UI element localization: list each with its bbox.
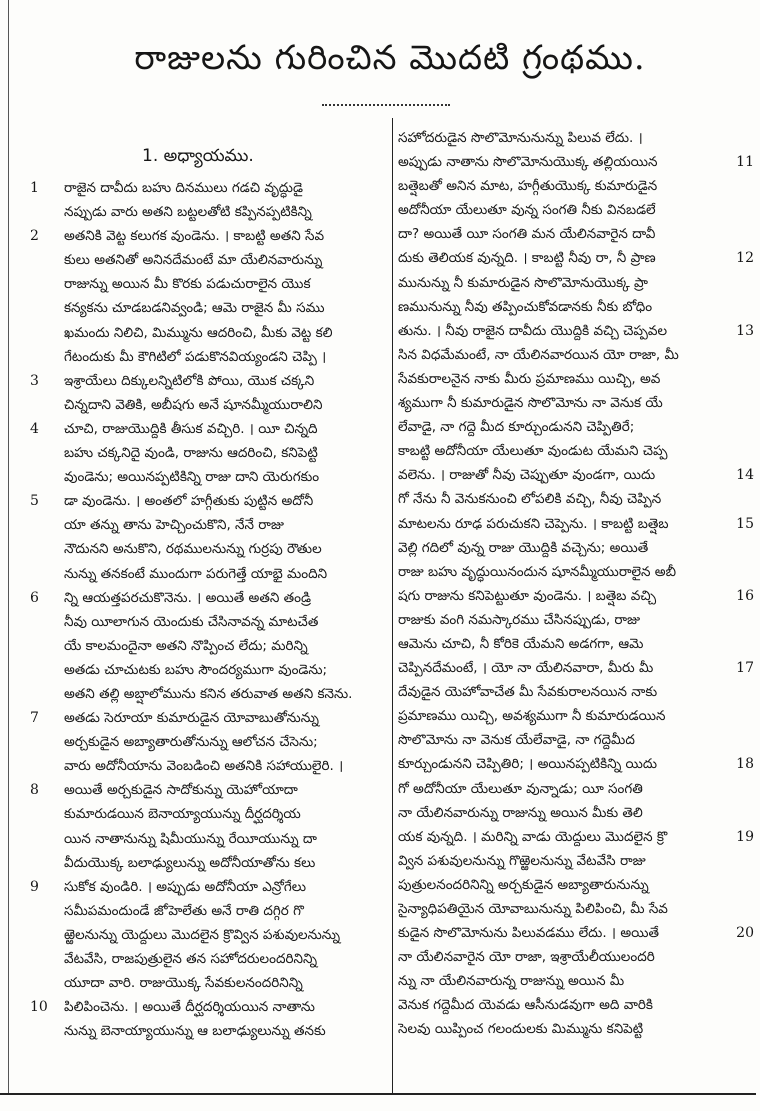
page-left-border [8,0,9,1095]
right-column-line [398,271,754,295]
verse-text: ఱ్ఱెలనున్ను యెద్దులు మొదలైన క్రొవ్విన పశువులనున్ను [64,926,341,943]
left-column-line [30,562,390,586]
verse-text: కన్యకను చూడబడనివ్వండి; ఆమె రాజైన మీ సము [64,300,325,317]
verse-text: సమీపమందుండే జోహెలేతు అనే రాతి దగ్గిర గొ [64,902,304,919]
verse-number: 14 [736,467,754,484]
right-column-line [398,439,754,463]
right-column-line [398,343,754,367]
left-column-line [30,417,390,441]
verse-text: సెలవు యిప్పించ గలందులకు మిమ్మును కనిపెట్టి [398,1021,644,1038]
verse-number: 11 [736,154,754,171]
verse-text: న్ను నా యేలినవారున్న రాజున్ను అయిన మీ [398,973,625,990]
verse-text: చూచి, రాజుయొద్దికి తీసుక వచ్చిరి. । యీ చిన్నది [64,420,318,437]
verse-text: శ్యముగా నీ కుమారుడైన సొలొమోను నా వెనుక యే [398,395,663,412]
verse-text: మాటలను రూఢ పరుచుకని చెప్పెను. । కాబట్టి బత్షెబ [398,515,669,532]
verse-text: అతనికి వెట్ట కలుగక వుండెను. । కాబట్టి అతని సేవ [64,228,325,245]
left-column-line [30,875,390,899]
verse-number: 10 [30,999,48,1016]
verse-number: 5 [30,493,39,510]
verse-number: 3 [30,372,39,389]
left-column-line [30,730,390,754]
left-column-line [30,586,390,610]
verse-text: మునున్ను నీ కుమారుడైన సొలొమోనుయొక్క ప్రా [398,274,648,291]
verse-text: యే కాలమందైనా అతని నొప్పించ లేదు; మరిన్ని [64,637,308,654]
verse-text: సిన విధమేమంటే, నా యేలినవారయిన యో రాజా, మీ [398,346,679,363]
left-column-line [30,296,390,320]
verse-text: నౌదునని అనుకొని, రథములనున్ను గుర్రపు రౌతుల [64,541,322,558]
left-column-line [30,827,390,851]
verse-text: అయితే అర్చకుడైన సాదోకున్ను యెహోయాదా [64,782,298,799]
verse-text: సేవకురాలనైన నాకు మీరు ప్రమాణము యిచ్చి, అవ [398,370,661,387]
verse-number: 4 [30,420,39,437]
verse-number: 7 [30,710,39,727]
right-column-line [398,777,754,801]
verse-text: యిన నాతానున్ను షిమీయున్ను రేయీయున్ను దా [64,830,317,847]
verse-text: సహోదరుడైన సొలొమోనునున్ను పిలువ లేదు. । [398,130,643,146]
right-column-line [398,849,754,873]
right-column-line [398,993,754,1017]
verse-number: 13 [736,322,754,339]
verse-text: డా వుండెను. । అంతలో హగ్గీతుకు పుట్టిన అదోనీ [64,493,314,510]
verse-text: కుమారుడయిన బెనాయ్యాయున్ను దీర్ఘదర్శియ [64,806,301,823]
verse-text: తును. । నీవు రాజైన దావీదు యొద్దికి వచ్చి చెప్పవల [398,322,668,339]
verse-text: అప్పుడు నాతాను సొలొమోనుయొక్క తల్లియయిన [398,154,658,171]
left-column-line [30,610,390,634]
verse-text: నా యేలినవారున్ను రాజున్ను అయిన మీకు తెలి [398,804,643,821]
verse-text: నప్పుడు వారు అతని బట్టలతోటి కప్పినప్పటికిన్ని [64,204,312,221]
verse-number: 1 [30,180,39,196]
verse-text: నీవు యీలాగున యెందుకు చేసినావన్న మాటచేత [64,613,319,630]
verse-text: కుడైన సొలొమోనును పిలువడము లేదు. । అయితే [398,925,659,942]
verse-text: గో అదోనీయా యేలుతూ వున్నాడు; యీ సంగతి [398,780,643,797]
verse-text: లేవాడై, నా గద్దె మీద కూర్చుండునని చెప్పితిరే; [398,419,635,436]
verse-text: ప్రమాణము యిచ్చి, అవశ్యముగా నీ కుమారుడయిన [398,708,666,725]
right-column [398,126,754,1042]
verse-text: దుకు తెలియక వున్నది. । కాబట్టి నీవు రా, నీ ప్రాణ [398,250,656,267]
verse-text: నున్ను బెనాయ్యాయున్ను ఆ బలాఢ్యులున్ను తనకు [64,1023,326,1040]
verse-text: గో నేను నీ వెనుకనుంచి లోపలికి వచ్చి, నీవు చెప్పిన [398,491,662,508]
verse-text: ఆమెను చూచి, నీ కోరికె యేమని అడగగా, ఆమె [398,635,644,652]
right-column-line [398,608,754,632]
left-column-line [30,851,390,875]
verse-text: వెల్లి గదిలో వున్న రాజు యొద్దికి వచ్చెను; అయితే [398,539,649,556]
left-column-line [30,971,390,995]
left-column-line [30,369,390,393]
verse-number: 17 [736,660,754,677]
right-column-line [398,415,754,439]
left-column-line [30,754,390,778]
right-column-line [398,801,754,825]
verse-number: 15 [736,515,754,532]
left-column-line [30,947,390,971]
right-column-line [398,752,754,776]
right-column-line [398,873,754,897]
verse-text: సుకోక వుండిరి. । అప్పుడు అదోనీయా ఎన్రోగేలు [64,878,307,895]
right-column-line [398,945,754,969]
verse-text: సొలొమోను నా వెనుక యేలేవాడై, నా గద్దెమీద [398,732,635,749]
right-column-line [398,391,754,415]
verse-text: ఖమందు నిలిచి, మిమ్మును ఆదరించి, మీకు వెట్ట కలి [64,324,333,341]
right-column-line [398,680,754,704]
left-column-line [30,248,390,272]
verse-text: వుండెను; అయినప్పటికిన్ని రాజు దాని యెరుగకుం [64,469,320,486]
left-column-line [30,441,390,465]
verse-number: 19 [736,828,754,845]
right-column-line [398,487,754,511]
verse-number: 2 [30,228,39,245]
right-column-line [398,463,754,487]
verse-text: వేటవేసి, రాజపుత్రులైన తన సహోదరులందరినిన్ని [64,951,318,967]
left-column-line [30,513,390,537]
right-column-line [398,174,754,198]
left-column-line [30,321,390,345]
left-column-line [30,658,390,682]
right-column-line [398,825,754,849]
page-bottom-rule [0,1093,756,1095]
verse-number: 9 [30,878,39,895]
right-column-line [398,560,754,584]
verse-text: రాజున్ను అయిన మీ కొరకు పడుచురాలైన యొక [64,276,311,293]
verse-text: బహు చక్కనిదై వుండి, రాజును ఆదరించి, కనిపెట్టి [64,445,318,462]
right-column-line [398,126,754,150]
verse-text: అతని తల్లి అబ్షాలోమును కనిన తరువాత అతని కనెను. [64,685,353,702]
verse-number: 12 [736,250,754,267]
verse-text: దేవుడైన యెహోవాచేత మీ సేవకురాలనయిన నాకు [398,684,658,701]
verse-text: సైన్యాధిపతియైన యోవాబునున్ను పిలిపించి, మీ సేవ [398,901,668,917]
verse-text: కులు అతనితో అనినదేమంటే మా యేలినవారున్ను [64,252,323,269]
right-column-line [398,198,754,222]
right-column-line [398,656,754,680]
right-column-line [398,536,754,560]
right-column-line [398,295,754,319]
verse-text: రాజు బహు వృద్ధుయినందున షూనమ్మీయురాలైన అబీ [398,563,677,580]
verse-text: కూర్చుండునని చెప్పితిరి; । అయినప్పటికిన్ని యిదు [398,756,658,773]
left-column-line [30,345,390,369]
verse-text: వారు అదోనీయాను వెంబడించి అతనికి సహాయులైరి. । [64,758,344,775]
verse-text: రాజైన దావీదు బహు దినములు గడచి వృద్ధుడై [64,180,303,196]
verse-text: యా తన్ను తాను హెచ్చించుకొని, నేనే రాజు [64,517,284,534]
verse-text: రాజుకు వంగి నమస్కారము చేసినప్పుడు, రాజు [398,611,641,628]
left-column-line [30,489,390,513]
right-column-line [398,1017,754,1041]
verse-text: వెనుక గద్దెమీద యెవడు ఆసీనుడవుగా అది వారికి [398,997,653,1014]
right-column-line [398,512,754,536]
left-column-line [30,682,390,706]
right-column-line [398,897,754,921]
left-column-line [30,224,390,248]
verse-text: చిన్నదాని వెతికి, అబీషగు అనే షూనమ్మీయురాలిని [64,396,323,413]
right-column-line [398,632,754,656]
column-divider [392,118,393,1093]
left-column [30,176,390,1043]
verse-text: గేటందుకు మీ కౌగిటిలో పడుకొనవియ్యండని చెప్పి । [64,348,327,365]
left-column-line [30,465,390,489]
verse-text: వ్విన పశువులనున్ను గొఱ్ఱెలనున్ను వేటవేసి రాజు [398,852,646,869]
verse-text: పిలిపించెను. । అయితే దీర్ఘదర్శియయిన నాతాను [64,999,315,1016]
verse-text: కాబట్టి అదోనీయా యేలుతూ వుండుట యేమని చెప్ప [398,443,668,460]
right-column-line [398,246,754,270]
verse-text: నున్ను తనకంటే ముందుగా పరుగెత్తే యాభై మందిని [64,565,328,582]
verse-text: యూదా వారి. రాజుయొక్క సేవకులనందరినిన్ని [64,975,303,992]
left-column-line [30,899,390,923]
verse-text: అతడు సెరూయా కుమారుడైన యోవాబుతోనున్ను [64,710,319,727]
right-column-line [398,728,754,752]
right-column-line [398,704,754,728]
right-column-line [398,921,754,945]
left-column-line [30,778,390,802]
verse-text: అతడు చూచుటకు బహు సౌందర్యముగా వుండెను; [64,661,328,678]
left-column-line [30,200,390,224]
verse-text: పుత్రులనందరినిన్ని అర్చకుడైన అబ్యాతారునున్ను [398,876,649,893]
verse-number: 18 [736,756,754,773]
verse-text: బత్షెబతో అనిన మాట, హగ్గీతుయొక్క కుమారుడైన [398,178,658,195]
verse-text: ణమునున్ను నీవు తప్పించుకోవడానకు నీకు బోధిం [398,298,653,315]
verse-text: వీదుయొక్క బలాఢ్యులున్ను అదోనీయాతోను కలు [64,854,316,871]
left-column-line [30,393,390,417]
left-column-line [30,537,390,561]
right-column-line [398,584,754,608]
verse-text: వలెను. । రాజుతో నీవు చెప్పుతూ వుండగా, యిదు [398,467,656,484]
right-column-line [398,969,754,993]
verse-text: న్ని ఆయత్తపరచుకొనెను. । అయితే అతని తండ్రి [64,589,311,606]
verse-number: 16 [736,587,754,604]
title-rule [322,104,450,106]
book-title: రాజులను గురించిన మొదటి గ్రంథము. [134,38,646,78]
left-column-line [30,802,390,826]
left-column-line [30,923,390,947]
right-column-line [398,319,754,343]
left-column-line [30,706,390,730]
right-column-line [398,150,754,174]
right-column-line [398,222,754,246]
verse-text: చెప్పినదేమంటే, । యో నా యేలినవారా, మీరు మీ [398,660,654,677]
left-column-line [30,634,390,658]
left-column-line [30,995,390,1019]
verse-text: ఇశ్రాయేలు దిక్కులన్నిటిలోకి పోయి, యొక చక్కని [64,372,315,389]
verse-number: 6 [30,589,39,606]
verse-text: అదోనీయా యేలుతూ వున్న సంగతి నీకు వినబడలే [398,202,656,219]
verse-text: యక వున్నది. । మరిన్ని వాడు యెద్దులు మొదలైన క్రొ [398,828,668,845]
verse-text: దా? అయితే యీ సంగతి మన యేలినవారైన దావీ [398,226,656,243]
chapter-heading: 1. అధ్యాయము. [142,146,254,166]
verse-number: 20 [736,925,754,942]
verse-text: అర్చకుడైన అబ్యాతారుతోనున్ను ఆలోచన చేసెను; [64,734,318,751]
verse-number: 8 [30,782,39,799]
right-column-line [398,367,754,391]
left-column-line [30,1019,390,1043]
verse-text: నా యేలినవారైన యో రాజా, ఇశ్రాయేలీయులందరి [398,949,655,966]
left-column-line [30,176,390,200]
left-column-line [30,272,390,296]
verse-text: షగు రాజును కనిపెట్టుతూ వుండెను. । బత్షెబ వచ్చి [398,587,657,604]
